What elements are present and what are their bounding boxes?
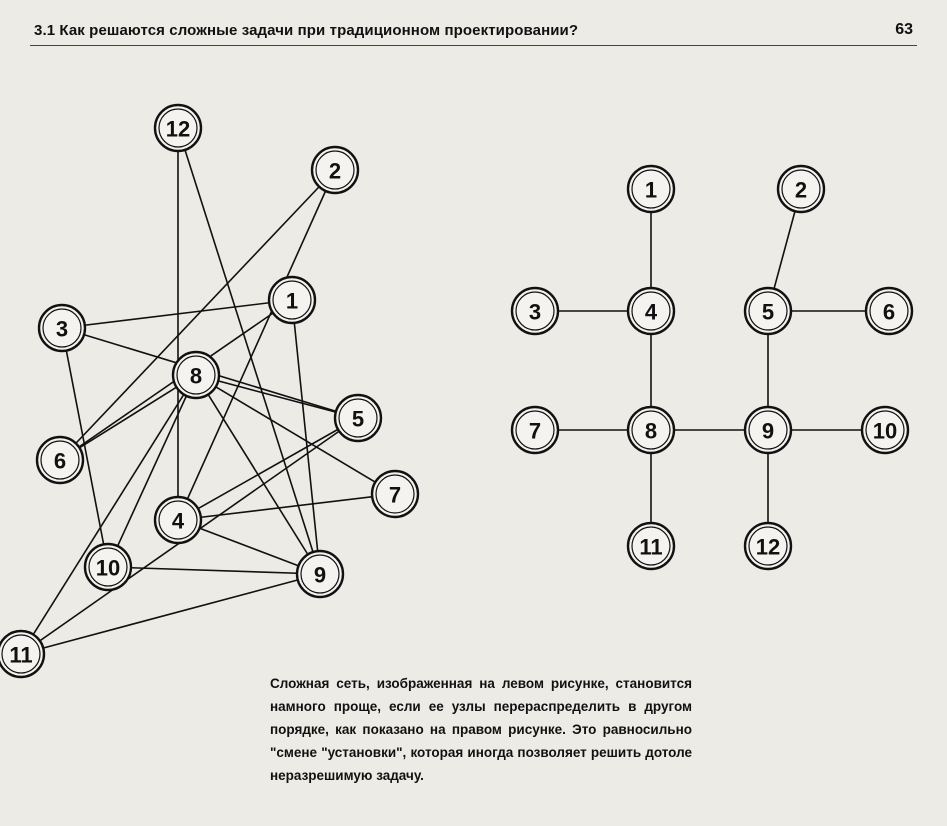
right-node-label: 11	[639, 534, 663, 560]
right-node-label: 6	[882, 299, 896, 325]
right-node-9	[745, 407, 791, 453]
right-node-label: 4	[644, 299, 658, 325]
left-node-1	[269, 277, 315, 323]
left-node-label: 12	[165, 116, 191, 142]
right-node-5	[745, 288, 791, 334]
right-node-6	[866, 288, 912, 334]
right-node-label: 1	[644, 177, 658, 203]
left-edge-2-4	[178, 170, 335, 520]
chapter-title: 3.1 Как решаются сложные задачи при традиционном проектировании?	[34, 21, 579, 39]
right-node-8	[628, 407, 674, 453]
left-node-6	[37, 437, 83, 483]
right-node-4	[628, 288, 674, 334]
left-node-label: 11	[9, 642, 33, 668]
page-number: 63	[895, 21, 913, 38]
left-node-10	[85, 544, 131, 590]
left-edge-1-9	[292, 300, 320, 574]
left-edge-5-4	[178, 418, 358, 520]
right-node-label: 9	[761, 418, 775, 444]
left-node-9	[297, 551, 343, 597]
right-node-label: 12	[755, 534, 781, 560]
left-node-label: 7	[388, 482, 402, 508]
left-node-7	[372, 471, 418, 517]
left-node-label: 3	[55, 316, 69, 342]
left-node-2	[312, 147, 358, 193]
right-node-3	[512, 288, 558, 334]
left-node-label: 10	[95, 555, 121, 581]
right-node-label: 5	[761, 299, 775, 325]
right-node-10	[862, 407, 908, 453]
left-node-label: 8	[189, 363, 203, 389]
left-node-label: 1	[285, 288, 299, 314]
left-node-label: 9	[313, 562, 327, 588]
right-node-label: 2	[794, 177, 808, 203]
left-edge-8-5	[196, 375, 358, 418]
right-node-label: 10	[872, 418, 898, 444]
left-node-label: 5	[351, 406, 365, 432]
figure-caption: Сложная сеть, изображенная на левом рисунке, становится намного проще, если ее узлы перераспределить в другом порядке, как показано на правом рисунке. Это равносильно "смене "установки", которая иногда позволяет решить дотоле неразрешимую задачу.	[270, 676, 692, 783]
right-node-7	[512, 407, 558, 453]
right-node-2	[778, 166, 824, 212]
right-node-12	[745, 523, 791, 569]
left-node-11	[0, 631, 44, 677]
right-node-11	[628, 523, 674, 569]
right-node-label: 8	[644, 418, 658, 444]
right-node-label: 3	[528, 299, 542, 325]
left-node-12	[155, 105, 201, 151]
left-node-8	[173, 352, 219, 398]
left-node-3	[39, 305, 85, 351]
left-node-4	[155, 497, 201, 543]
left-node-label: 4	[171, 508, 185, 534]
left-node-label: 2	[328, 158, 342, 184]
left-edge-11-9	[21, 574, 320, 654]
left-node-5	[335, 395, 381, 441]
left-edge-7-4	[178, 494, 395, 520]
left-node-label: 6	[53, 448, 67, 474]
right-node-1	[628, 166, 674, 212]
right-node-label: 7	[528, 418, 542, 444]
